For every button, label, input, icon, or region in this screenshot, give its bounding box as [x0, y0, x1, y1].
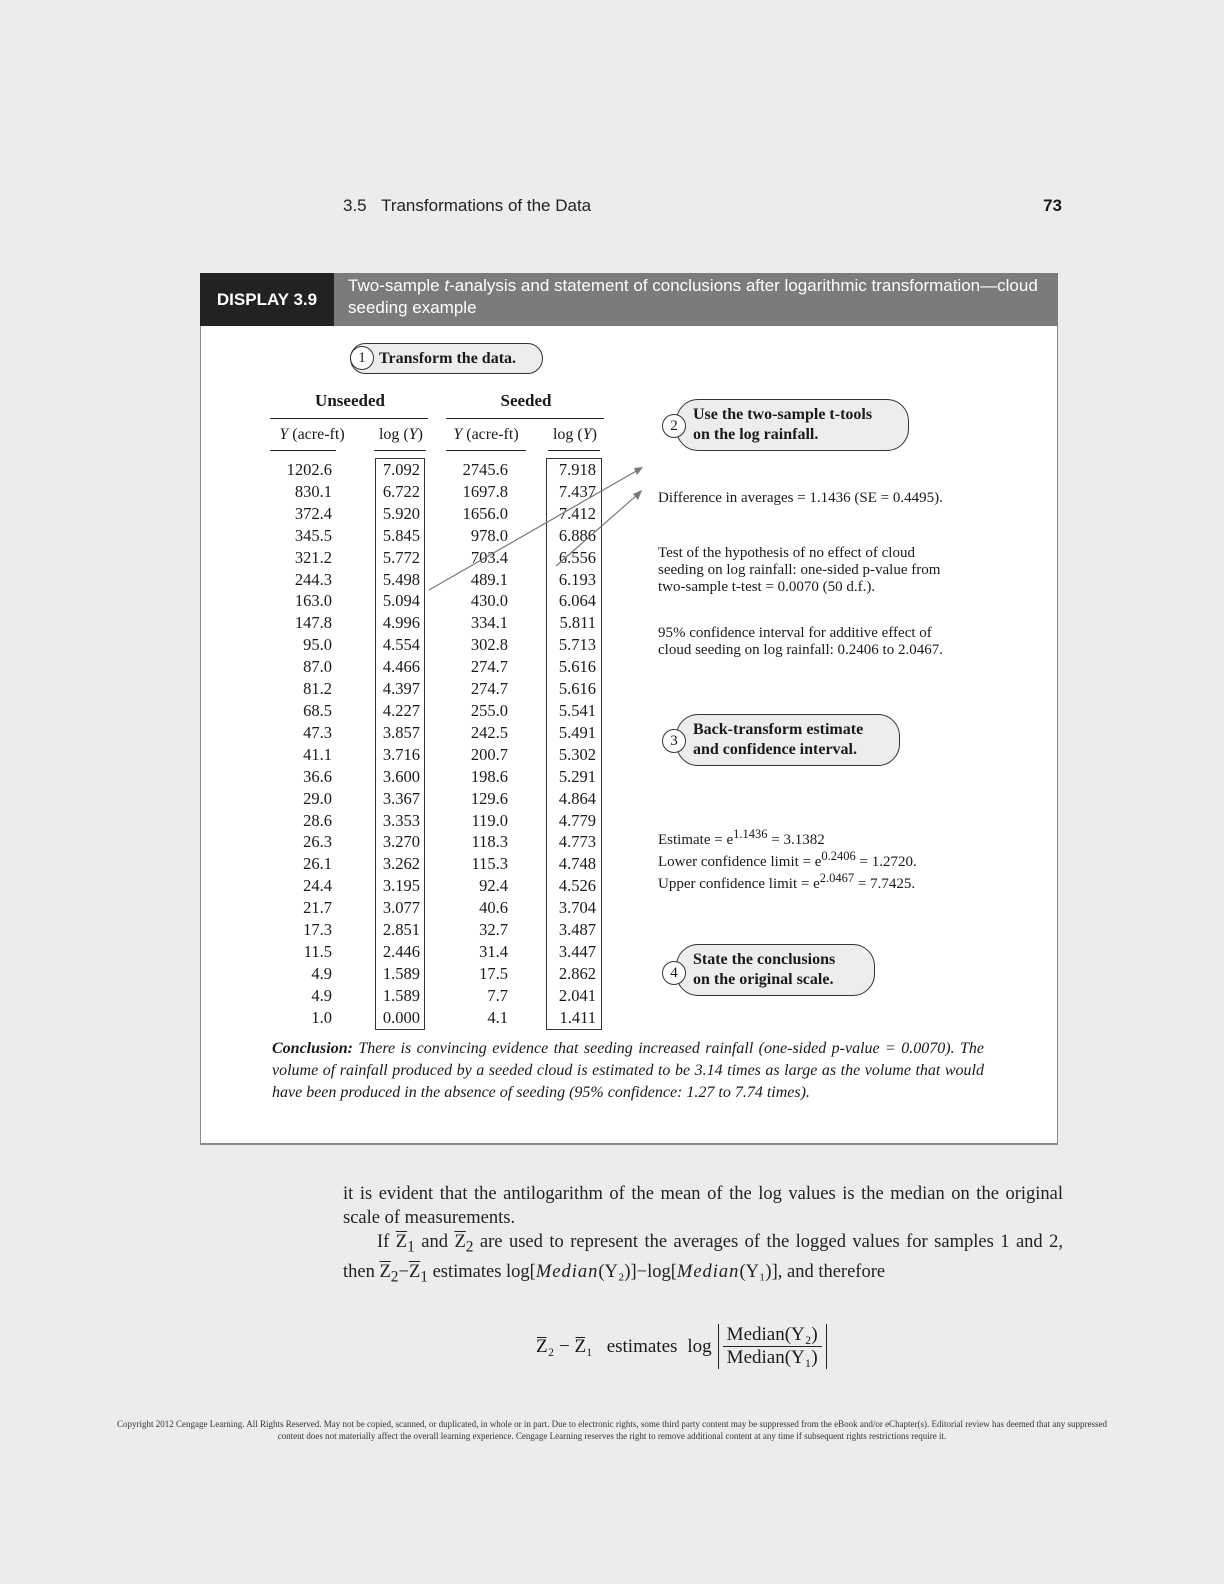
- table-cell: 4.397: [382, 679, 420, 699]
- equation-lhs: Z̅₂ − Z̅₁: [536, 1335, 593, 1357]
- conclusion-text: There is convincing evidence that seeding increased rainfall (one-sided p-value = 0.0070). The volume of rainfall produced by a seeded cloud is estimated to be 3.14 times as large as the volume that would have been produced in the absence of seeding (95% confidence: 1.27 to 7.74 times).: [272, 1040, 985, 1101]
- table-cell: 147.8: [294, 613, 332, 633]
- minus: −: [398, 1261, 409, 1282]
- lower-exponent: 0.2406: [821, 849, 856, 863]
- estimate-value: = 3.1382: [767, 832, 825, 848]
- table-cell: 0.000: [382, 1007, 420, 1027]
- step-3-line1: Back-transform estimate: [693, 721, 864, 738]
- sub: 1: [407, 1238, 415, 1256]
- step-3-number: 3: [662, 729, 686, 753]
- table-cell: 3.353: [382, 810, 420, 830]
- table-cell: 5.920: [382, 503, 420, 523]
- difference-note: Difference in averages = 1.1436 (SE = 0.4495).: [658, 490, 943, 506]
- table-cell: 92.4: [479, 876, 508, 896]
- equation-word: estimates: [606, 1335, 678, 1357]
- table-cell: 7.7: [487, 985, 508, 1005]
- text-span: are used to represent the averages of the logged values for samples 1 and 2, then: [343, 1232, 1063, 1282]
- col-header-seeded-log: log (Y): [552, 426, 597, 443]
- table-cell: 5.094: [382, 591, 420, 611]
- table-cell: 3.716: [382, 744, 420, 764]
- upper-label: Upper confidence limit = e: [658, 876, 820, 892]
- caption-t: t: [444, 276, 450, 295]
- table-cell: 28.6: [303, 810, 332, 830]
- table-cell: 24.4: [303, 876, 332, 896]
- table-cell: 4.773: [558, 832, 596, 852]
- table-cell: 4.9: [311, 963, 332, 983]
- table-cell: 4.996: [382, 613, 420, 633]
- table-cell: 1.589: [382, 963, 420, 983]
- median-word: Median: [676, 1261, 740, 1282]
- table-cell: 6.886: [558, 525, 596, 545]
- table-cell: 119.0: [471, 810, 508, 830]
- text-span: (Y₁): [739, 1261, 772, 1282]
- table-cell: 703.4: [470, 547, 508, 567]
- table-cell: 5.713: [558, 635, 596, 655]
- table-cell: 242.5: [470, 722, 508, 742]
- step-3-line2: and confidence interval.: [693, 741, 857, 758]
- test-note: [658, 545, 940, 596]
- table-cell: 2.862: [558, 963, 596, 983]
- step-4-number: 4: [662, 961, 686, 985]
- step-4-line1: State the conclusions: [693, 951, 836, 968]
- table-cell: 26.3: [303, 832, 332, 852]
- estimate-line: [658, 826, 825, 849]
- ci-note: [658, 625, 943, 659]
- table-cell: 6.193: [558, 569, 596, 589]
- table-cell: 7.918: [558, 460, 596, 479]
- table-cell: 255.0: [470, 700, 508, 720]
- table-cell: 3.077: [382, 898, 420, 918]
- table-cell: 118.3: [471, 832, 508, 852]
- z-bar: $\overline{Z}$: [395, 1232, 408, 1252]
- upper-exponent: 2.0467: [819, 871, 855, 885]
- conclusion-label: Conclusion:: [272, 1040, 353, 1057]
- upper-value: = 7.7425.: [854, 876, 916, 892]
- table-cell: 489.1: [470, 569, 508, 589]
- table-cell: 5.291: [558, 766, 596, 786]
- table-cell: 3.195: [382, 876, 420, 896]
- table-cell: 1.411: [559, 1007, 596, 1027]
- table-cell: 4.748: [558, 854, 596, 874]
- table-cell: 36.6: [303, 766, 332, 786]
- table-cell: 345.5: [294, 525, 332, 545]
- body-text: [343, 1182, 1063, 1289]
- col-header-unseeded-y: Y (acre-ft): [279, 426, 345, 443]
- table-cell: 31.4: [479, 941, 508, 961]
- table-cell: 5.811: [559, 613, 596, 633]
- table-cell: 6.064: [558, 591, 596, 611]
- table-cell: 5.845: [382, 525, 420, 545]
- step-2-callout: [676, 399, 909, 451]
- table-cell: 274.7: [470, 679, 508, 699]
- lower-value: = 1.2720.: [855, 854, 917, 870]
- table-cell: 26.1: [303, 854, 332, 874]
- table-cell: 372.4: [294, 503, 332, 523]
- table-cell: 115.3: [471, 854, 508, 874]
- table-cell: 163.0: [294, 591, 332, 611]
- col-header-unseeded-log: log (Y): [378, 426, 423, 443]
- table-cell: 3.367: [382, 788, 420, 808]
- median-word: Median: [535, 1261, 599, 1282]
- table-cell: 11.5: [303, 941, 332, 961]
- section-title: Transformations of the Data: [381, 196, 592, 215]
- lower-limit-line: [658, 848, 917, 871]
- lower-label: Lower confidence limit = e: [658, 854, 822, 870]
- table-cell: 5.772: [382, 547, 420, 567]
- table-cell: 81.2: [303, 679, 332, 699]
- step-2-line1: Use the two-sample t-tools: [693, 406, 873, 423]
- table-cell: 198.6: [470, 766, 508, 786]
- table-cell: 3.857: [382, 722, 420, 742]
- text-span: estimates log[: [427, 1261, 536, 1282]
- table-cell: 321.2: [294, 547, 332, 567]
- table-cell: 5.616: [558, 657, 596, 677]
- page-number: 73: [1043, 196, 1062, 215]
- table-cell: 47.3: [303, 722, 332, 742]
- table-cell: 3.487: [558, 920, 596, 940]
- table-cell: 7.092: [382, 460, 420, 479]
- table-cell: 6.722: [382, 481, 420, 501]
- table-cell: 430.0: [470, 591, 508, 611]
- arrow-line-2: [556, 495, 637, 566]
- body-paragraph-1: it is evident that the antilogarithm of the mean of the log values is the median on the original scale of measurements.: [343, 1184, 1063, 1228]
- arrow-head-2: [633, 490, 642, 500]
- arrow-line-1: [429, 470, 638, 590]
- table-cell: 4.1: [487, 1007, 508, 1027]
- fraction-denominator: Median(Y₁): [726, 1347, 818, 1368]
- step-1-text: Transform the data.: [379, 350, 517, 367]
- table-cell: 3.704: [558, 898, 596, 918]
- table-cell: 5.498: [382, 569, 420, 589]
- upper-limit-line: [658, 870, 915, 893]
- group-unseeded-header: Unseeded: [315, 391, 385, 410]
- test-line-1: Test of the hypothesis of no effect of cloud: [658, 545, 915, 561]
- table-cell: 7.412: [558, 503, 596, 523]
- table-cell: 4.466: [382, 657, 420, 677]
- caption-part: -analysis and statement of conclusions after logarithmic transformation—cloud seeding example: [348, 276, 1038, 317]
- sub: 2: [390, 1268, 399, 1286]
- step-4-callout: [676, 944, 875, 996]
- z-bar: $\overline{Z}$: [408, 1261, 421, 1282]
- table-cell: 4.9: [311, 985, 332, 1005]
- table-cell: 129.6: [470, 788, 508, 808]
- text-span: (Y₂): [598, 1261, 631, 1282]
- table-cell: 5.616: [558, 679, 596, 699]
- table-cell: 32.7: [479, 920, 508, 940]
- col-header-seeded-y: Y (acre-ft): [453, 426, 519, 443]
- estimate-exponent: 1.1436: [733, 827, 768, 841]
- table-cell: 274.7: [470, 657, 508, 677]
- table-cell: 3.270: [382, 832, 420, 852]
- table-cell: 244.3: [294, 569, 332, 589]
- table-cell: 978.0: [470, 525, 508, 545]
- fraction-numerator: Median(Y₂): [723, 1324, 822, 1347]
- step-2-line2: on the log rainfall.: [693, 426, 819, 443]
- equation-fraction: [718, 1324, 827, 1369]
- table-cell: 3.447: [558, 941, 596, 961]
- table-cell: 2.041: [558, 985, 596, 1005]
- table-cell: 7.437: [558, 481, 596, 501]
- table-cell: 5.302: [558, 744, 596, 764]
- table-cell: 17.3: [303, 920, 332, 940]
- table-cell: 5.491: [558, 722, 596, 742]
- caption-part: Two-sample: [348, 276, 445, 295]
- table-cell: 4.779: [558, 810, 596, 830]
- sub: 1: [420, 1268, 428, 1286]
- z-bar: $\overline{Z}$: [454, 1232, 466, 1252]
- table-cell: 29.0: [303, 788, 332, 808]
- test-line-3: two-sample t-test = 0.0070 (50 d.f.).: [658, 579, 876, 595]
- table-cell: 3.262: [382, 854, 420, 874]
- copyright-notice: Copyright 2012 Cengage Learning. All Rights Reserved. May not be copied, scanned, or duplicated, in whole or in part. Due to electronic rights, some third party content may be suppressed from the eBook and/or eChapter(s). Editorial review has deemed that any suppressed content does not materially affect the overall learning experience. Cengage Learning reserves the right to remove additional content at any time if subsequent rights restrictions require it.: [117, 1419, 1107, 1441]
- text-span: ], and therefore: [771, 1261, 886, 1282]
- text-span: ]−log[: [630, 1261, 677, 1282]
- table-cell: 6.556: [558, 547, 596, 567]
- test-line-2: seeding on log rainfall: one-sided p-value from: [658, 562, 941, 578]
- step-2-number: 2: [662, 414, 686, 438]
- text-span: and: [414, 1232, 455, 1252]
- table-cell: 21.7: [303, 898, 332, 918]
- table-cell: 87.0: [303, 657, 332, 677]
- table-cell: 3.600: [382, 766, 420, 786]
- body-paragraph-2: [343, 1230, 1063, 1289]
- table-cell: 40.6: [479, 898, 508, 918]
- step-4-line2: on the original scale.: [693, 971, 834, 988]
- table-cell: 1.0: [311, 1007, 332, 1027]
- estimate-label: Estimate = e: [658, 832, 734, 848]
- table-cell: 830.1: [294, 481, 332, 501]
- z-bar: $\overline{Z}$: [379, 1261, 391, 1282]
- table-cell: 41.1: [303, 744, 332, 764]
- section-number: 3.5: [343, 196, 367, 215]
- sub: 2: [465, 1238, 474, 1256]
- arrow-head-1: [634, 467, 643, 475]
- ci-line-2: cloud seeding on log rainfall: 0.2406 to 2.0467.: [658, 642, 943, 658]
- table-cell: 1.589: [382, 985, 420, 1005]
- conclusion-paragraph: [272, 1038, 984, 1104]
- table-cell: 4.864: [558, 788, 596, 808]
- group-seeded-header: Seeded: [500, 391, 552, 410]
- display-label: DISPLAY 3.9: [200, 273, 334, 326]
- equation-log: log: [687, 1335, 712, 1357]
- table-cell: 302.8: [470, 635, 508, 655]
- table-cell: 2745.6: [462, 460, 508, 479]
- display-equation: [536, 1324, 827, 1369]
- table-cell: 2.446: [382, 941, 420, 961]
- table-cell: 17.5: [479, 963, 508, 983]
- ci-line-1: 95% confidence interval for additive effect of: [658, 625, 932, 641]
- table-cell: 2.851: [382, 920, 420, 940]
- table-cell: 68.5: [303, 700, 332, 720]
- step-1-number: 1: [350, 346, 374, 370]
- table-cell: 5.541: [558, 700, 596, 720]
- table-cell: 200.7: [470, 744, 508, 764]
- step-3-callout: [676, 714, 900, 766]
- table-cell: 4.227: [382, 700, 420, 720]
- table-cell: 4.554: [382, 635, 420, 655]
- table-cell: 1656.0: [462, 503, 508, 523]
- table-cell: 95.0: [303, 635, 332, 655]
- table-cell: 1202.6: [286, 460, 332, 479]
- table-cell: 1697.8: [462, 481, 508, 501]
- table-cell: 4.526: [558, 876, 596, 896]
- table-cell: 334.1: [470, 613, 508, 633]
- text-span: If: [377, 1232, 396, 1252]
